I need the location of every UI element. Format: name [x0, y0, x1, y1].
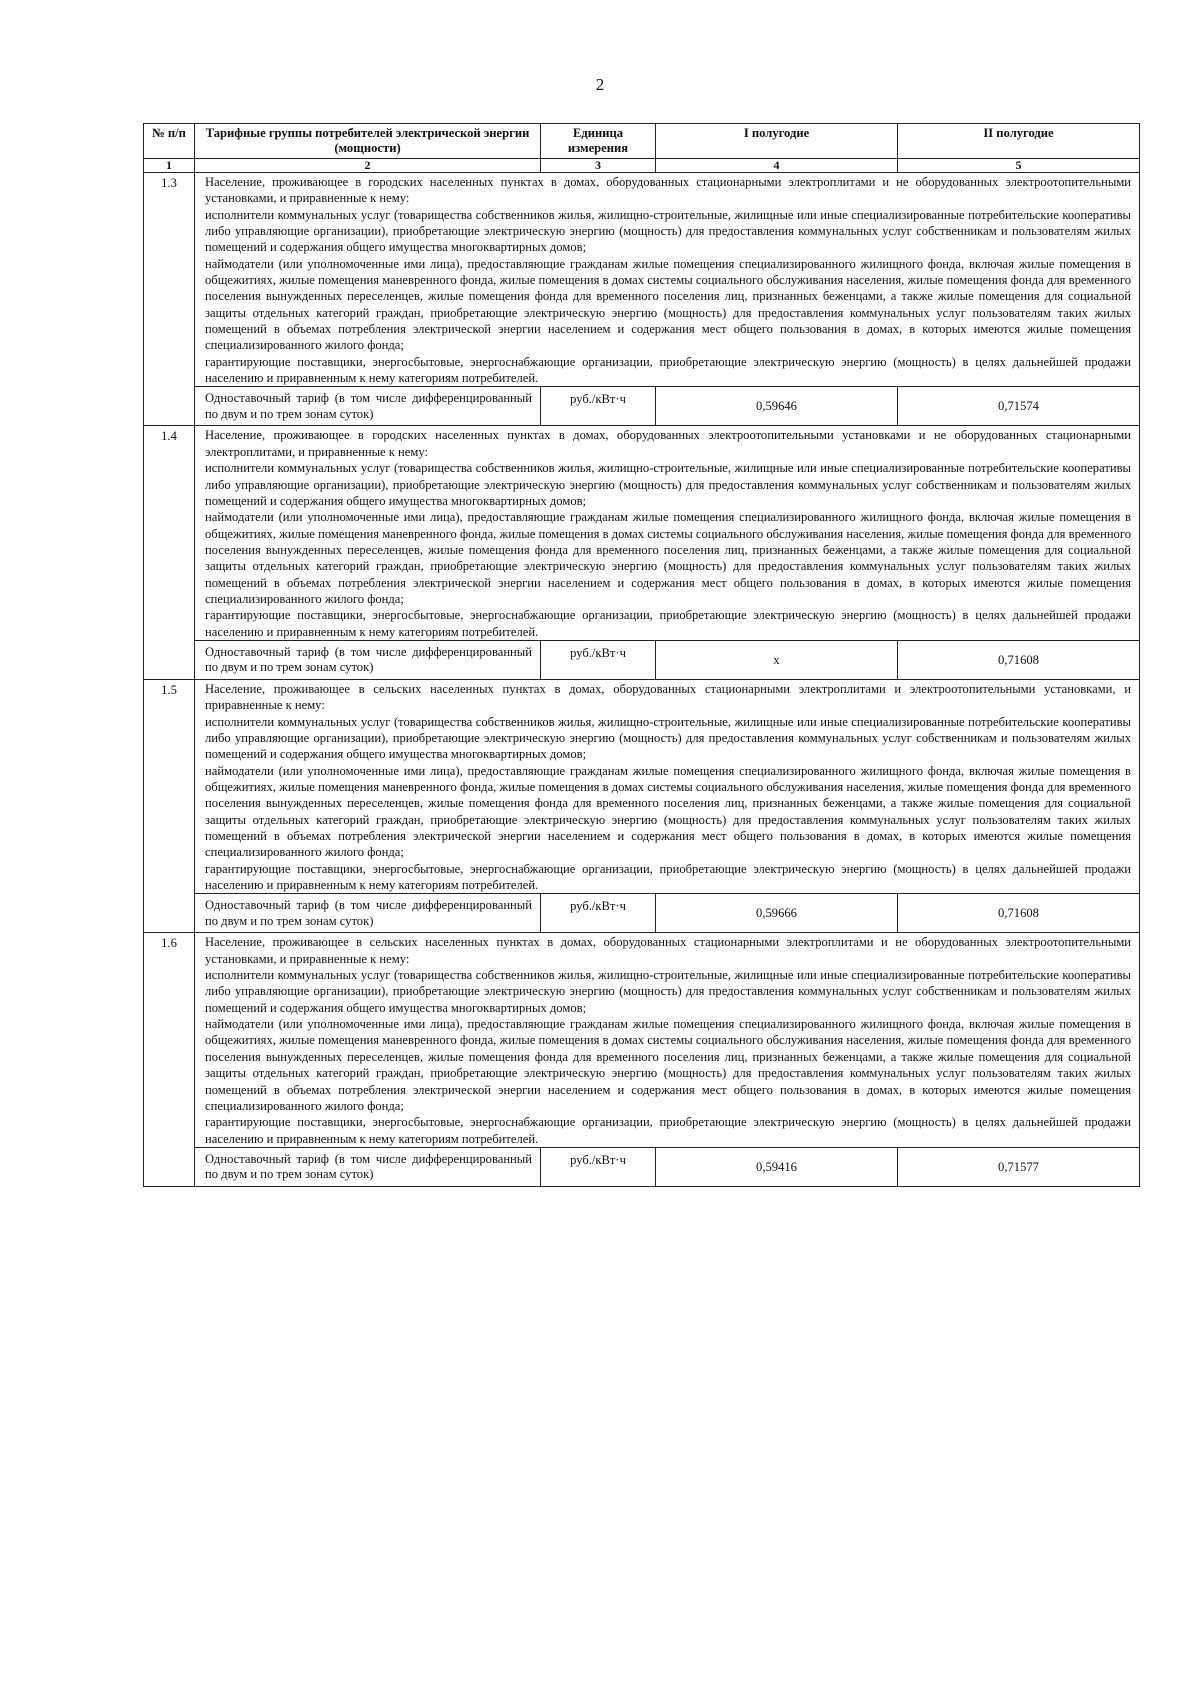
header-num: № п/п	[144, 124, 195, 159]
description-paragraph: исполнители коммунальных услуг (товарищества собственников жилья, жилищно-строительные, жилищные или иные специализированные потребительские кооперативы либо управляющие организации), приобретающие электрическую энергию (мощность) для предоставления коммунальных услуг собственникам и пользователям жилых помещений и содержания общего имущества многоквартирных домов;	[205, 461, 1131, 508]
tariff-unit: руб./кВт·ч	[541, 387, 656, 426]
tariff-value-h1: 0,59666	[656, 894, 898, 933]
group-description	[195, 679, 1140, 893]
tariff-name: Одноставочный тариф (в том числе дифференцированный по двум и по трем зонам суток)	[195, 1147, 541, 1186]
tariff-name: Одноставочный тариф (в том числе дифференцированный по двум и по трем зонам суток)	[195, 640, 541, 679]
description-paragraph: наймодатели (или уполномоченные ими лица), предоставляющие гражданам жилые помещения специализированного жилищного фонда, включая жилые помещения в общежитиях, жилые помещения маневренного фонда, жилые помещения в домах системы социального обслуживания населения, жилые помещения фонда для временного поселения вынужденных переселенцев, жилые помещения фонда для временного поселения лиц, признанных беженцами, а также жилые помещения для социальной защиты отдельных категорий граждан, приобретающие электрическую энергию (мощность) для предоставления коммунальных услуг пользователям таких жилых помещений в объемах потребления электрической энергии населением и содержания мест общего пользования в домах, в которых имеются жилые помещения специализированного жилого фонда;	[205, 1017, 1131, 1113]
col-number: 4	[656, 159, 898, 173]
description-paragraph: гарантирующие поставщики, энергосбытовые, энергоснабжающие организации, приобретающие электрическую энергию (мощность) в целях дальнейшей продажи населению и приравненным к нему категориям потребителей.	[205, 608, 1131, 639]
description-paragraph: гарантирующие поставщики, энергосбытовые, энергоснабжающие организации, приобретающие электрическую энергию (мощность) в целях дальнейшей продажи населению и приравненным к нему категориям потребителей.	[205, 1115, 1131, 1146]
row-number: 1.3	[144, 173, 195, 426]
header-row	[144, 124, 1140, 159]
header-group: Тарифные группы потребителей электрической энергии (мощности)	[195, 124, 541, 159]
tariff-row	[144, 640, 1140, 679]
column-number-row	[144, 159, 1140, 173]
tariff-name: Одноставочный тариф (в том числе дифференцированный по двум и по трем зонам суток)	[195, 894, 541, 933]
group-description-row	[144, 426, 1140, 640]
description-paragraph: наймодатели (или уполномоченные ими лица), предоставляющие гражданам жилые помещения специализированного жилищного фонда, включая жилые помещения в общежитиях, жилые помещения маневренного фонда, жилые помещения в домах системы социального обслуживания населения, жилые помещения фонда для временного поселения вынужденных переселенцев, жилые помещения фонда для временного поселения лиц, признанных беженцами, а также жилые помещения для социальной защиты отдельных категорий граждан, приобретающие электрическую энергию (мощность) для предоставления коммунальных услуг пользователям таких жилых помещений в объемах потребления электрической энергии населением и содержания мест общего пользования в домах, в которых имеются жилые помещения специализированного жилого фонда;	[205, 510, 1131, 606]
description-paragraph: исполнители коммунальных услуг (товарищества собственников жилья, жилищно-строительные, жилищные или иные специализированные потребительские кооперативы либо управляющие организации), приобретающие электрическую энергию (мощность) для предоставления коммунальных услуг собственникам и пользователям жилых помещений и содержания общего имущества многоквартирных домов;	[205, 714, 1131, 762]
group-description-row	[144, 679, 1140, 893]
description-paragraph: Население, проживающее в городских населенных пунктах в домах, оборудованных стационарными электроплитами и не оборудованных электроотопительными установками, и приравненные к нему:	[205, 175, 1131, 206]
description-paragraph: исполнители коммунальных услуг (товарищества собственников жилья, жилищно-строительные, жилищные или иные специализированные потребительские кооперативы либо управляющие организации), приобретающие электрическую энергию (мощность) для предоставления коммунальных услуг собственникам и пользователям жилых помещений и содержания общего имущества многоквартирных домов;	[205, 968, 1131, 1015]
tariff-row	[144, 1147, 1140, 1186]
tariff-row	[144, 387, 1140, 426]
description-paragraph: наймодатели (или уполномоченные ими лица), предоставляющие гражданам жилые помещения специализированного жилищного фонда, включая жилые помещения в общежитиях, жилые помещения маневренного фонда, жилые помещения в домах системы социального обслуживания населения, жилые помещения фонда для временного поселения вынужденных переселенцев, жилые помещения фонда для временного поселения лиц, признанных беженцами, а также жилые помещения для социальной защиты отдельных категорий граждан, приобретающие электрическую энергию (мощность) для предоставления коммунальных услуг пользователям таких жилых помещений в объемах потребления электрической энергии населением и содержания мест общего пользования в домах, в которых имеются жилые помещения специализированного жилого фонда;	[205, 763, 1131, 860]
tariff-name: Одноставочный тариф (в том числе дифференцированный по двум и по трем зонам суток)	[195, 387, 541, 426]
group-description	[195, 173, 1140, 387]
tariff-unit: руб./кВт·ч	[541, 640, 656, 679]
col-number: 1	[144, 159, 195, 173]
tariff-value-h1: 0,59416	[656, 1147, 898, 1186]
description-paragraph: гарантирующие поставщики, энергосбытовые, энергоснабжающие организации, приобретающие электрическую энергию (мощность) в целях дальнейшей продажи населению и приравненным к нему категориям потребителей.	[205, 354, 1131, 386]
row-number: 1.4	[144, 426, 195, 679]
tariff-value-h1: x	[656, 640, 898, 679]
col-number: 5	[898, 159, 1140, 173]
col-number: 3	[541, 159, 656, 173]
group-description	[195, 426, 1140, 640]
group-description	[195, 933, 1140, 1147]
tariff-value-h2: 0,71574	[898, 387, 1140, 426]
tariff-unit: руб./кВт·ч	[541, 894, 656, 933]
tariff-table	[143, 123, 1140, 1187]
group-description-row	[144, 933, 1140, 1147]
row-number: 1.5	[144, 679, 195, 932]
description-paragraph: Население, проживающее в городских населенных пунктах в домах, оборудованных электроотопительными установками и не оборудованных стационарными электроплитами, и приравненные к нему:	[205, 428, 1131, 459]
tariff-value-h2: 0,71608	[898, 894, 1140, 933]
group-description-row	[144, 173, 1140, 387]
tariff-value-h2: 0,71608	[898, 640, 1140, 679]
tariff-row	[144, 894, 1140, 933]
description-paragraph: Население, проживающее в сельских населенных пунктах в домах, оборудованных стационарными электроплитами и электроотопительными установками, и приравненные к нему:	[205, 681, 1131, 713]
col-number: 2	[195, 159, 541, 173]
row-number: 1.6	[144, 933, 195, 1186]
description-paragraph: гарантирующие поставщики, энергосбытовые, энергоснабжающие организации, приобретающие электрическую энергию (мощность) в целях дальнейшей продажи населению и приравненным к нему категориям потребителей.	[205, 861, 1131, 893]
tariff-unit: руб./кВт·ч	[541, 1147, 656, 1186]
tariff-value-h2: 0,71577	[898, 1147, 1140, 1186]
header-h1: I полугодие	[656, 124, 898, 159]
header-unit: Единица измерения	[541, 124, 656, 159]
header-h2: II полугодие	[898, 124, 1140, 159]
description-paragraph: Население, проживающее в сельских населенных пунктах в домах, оборудованных стационарными электроплитами и не оборудованных электроотопительными установками, и приравненные к нему:	[205, 935, 1131, 966]
description-paragraph: наймодатели (или уполномоченные ими лица), предоставляющие гражданам жилые помещения специализированного жилищного фонда, включая жилые помещения в общежитиях, жилые помещения маневренного фонда, жилые помещения в домах системы социального обслуживания населения, жилые помещения фонда для временного поселения вынужденных переселенцев, жилые помещения фонда для временного поселения лиц, признанных беженцами, а также жилые помещения для социальной защиты отдельных категорий граждан, приобретающие электрическую энергию (мощность) для предоставления коммунальных услуг пользователям таких жилых помещений в объемах потребления электрической энергии населением и содержания мест общего пользования в домах, в которых имеются жилые помещения специализированного жилого фонда;	[205, 256, 1131, 353]
description-paragraph: исполнители коммунальных услуг (товарищества собственников жилья, жилищно-строительные, жилищные или иные специализированные потребительские кооперативы либо управляющие организации), приобретающие электрическую энергию (мощность) для предоставления коммунальных услуг собственникам и пользователям жилых помещений и содержания общего имущества многоквартирных домов;	[205, 207, 1131, 255]
page-number: 2	[595, 75, 605, 94]
tariff-value-h1: 0,59646	[656, 387, 898, 426]
